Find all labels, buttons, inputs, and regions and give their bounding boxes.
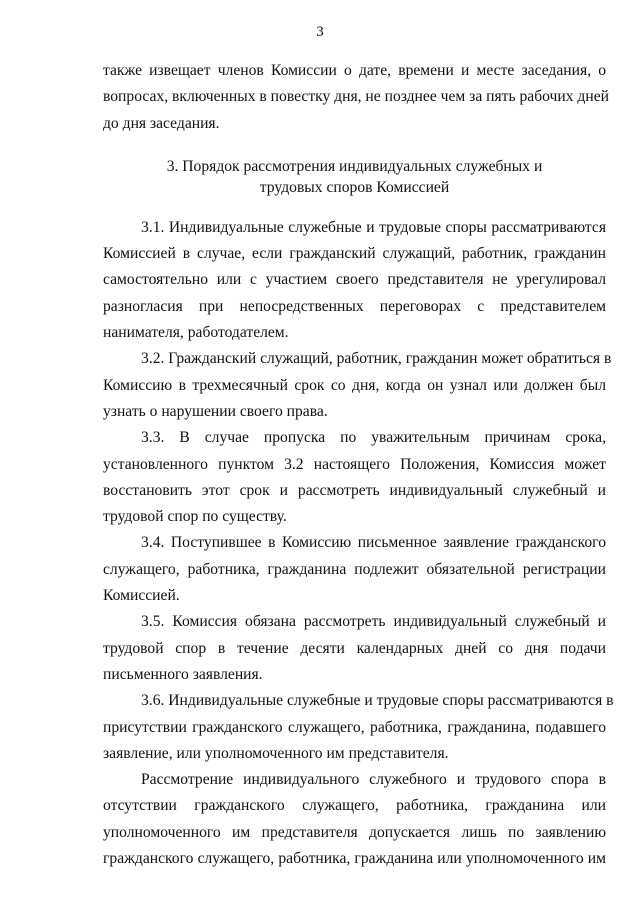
text-line: письменного заявления. [103,665,263,683]
page-number: 3 [316,24,324,40]
text-line: гражданского служащего, работника, гражданина или уполномоченного им [103,850,606,868]
text-line: 3.3. В случае пропуска по уважительным причинам срока, [141,429,606,447]
text-line: Комиссию в трехмесячный срок со дня, когда он узнал или должен был [103,376,606,394]
paragraph [103,609,606,688]
text-line: 3.4. Поступившее в Комиссию письменное заявление гражданского [141,534,606,552]
text-line: установленного пунктом 3.2 настоящего Положения, Комиссия может [103,455,606,473]
text-line: Рассмотрение индивидуального служебного и трудового спора в [141,771,606,789]
text-line: восстановить этот срок и рассмотреть индивидуальный служебный и [103,481,606,499]
text-line: нанимателя, работодателем. [103,324,289,342]
paragraph [103,530,606,609]
text-line: трудовой спор по существу. [103,508,287,526]
text-line: 3.2. Гражданский служащий, работник, гражданин может обратиться в [141,350,612,368]
text-line: 3.6. Индивидуальные служебные и трудовые споры рассматриваются в [141,692,614,710]
text-line: разногласия при непосредственных переговорах с представителем [103,297,606,315]
text-line: вопросах, включенных в повестку дня, не позднее чем за пять рабочих дней [103,88,609,106]
text-line: заявление, или уполномоченного им представителя. [103,744,449,762]
paragraph [103,688,614,767]
text-line: самостоятельно или с участием своего представителя не урегулировал [103,271,606,289]
section-paragraphs [103,215,614,872]
section-heading [103,156,606,198]
paragraph [103,346,612,425]
text-line: до дня заседания. [103,114,220,132]
text-line: служащего, работника, гражданина подлежит обязательной регистрации [103,560,606,578]
paragraph [103,215,606,346]
paragraph [103,767,606,872]
text-line: отсутствии гражданского служащего, работника, гражданина или [103,797,606,815]
text-line: присутствии гражданского служащего, работника, гражданина, подавшего [103,718,606,736]
text-line: уполномоченного им представителя допускается лишь по заявлению [103,823,606,841]
text-line: 3.1. Индивидуальные служебные и трудовые споры рассматриваются [141,218,606,236]
text-line: Комиссией. [103,587,180,605]
document-body [103,58,614,872]
text-line: трудовой спор в течение десяти календарных дней со дня подачи [103,639,606,657]
text-line: Комиссией в случае, если гражданский служащий, работник, гражданин [103,245,606,263]
section-heading-line: трудовых споров Комиссией [259,178,450,196]
text-line: узнать о нарушении своего права. [103,402,328,420]
paragraph [103,425,606,530]
text-line: 3.5. Комиссия обязана рассмотреть индивидуальный служебный и [141,613,606,631]
intro-paragraph [103,58,609,137]
text-line: также извещает членов Комиссии о дате, времени и месте заседания, о [103,62,606,79]
section-heading-line: 3. Порядок рассмотрения индивидуальных служебных и [166,157,543,175]
